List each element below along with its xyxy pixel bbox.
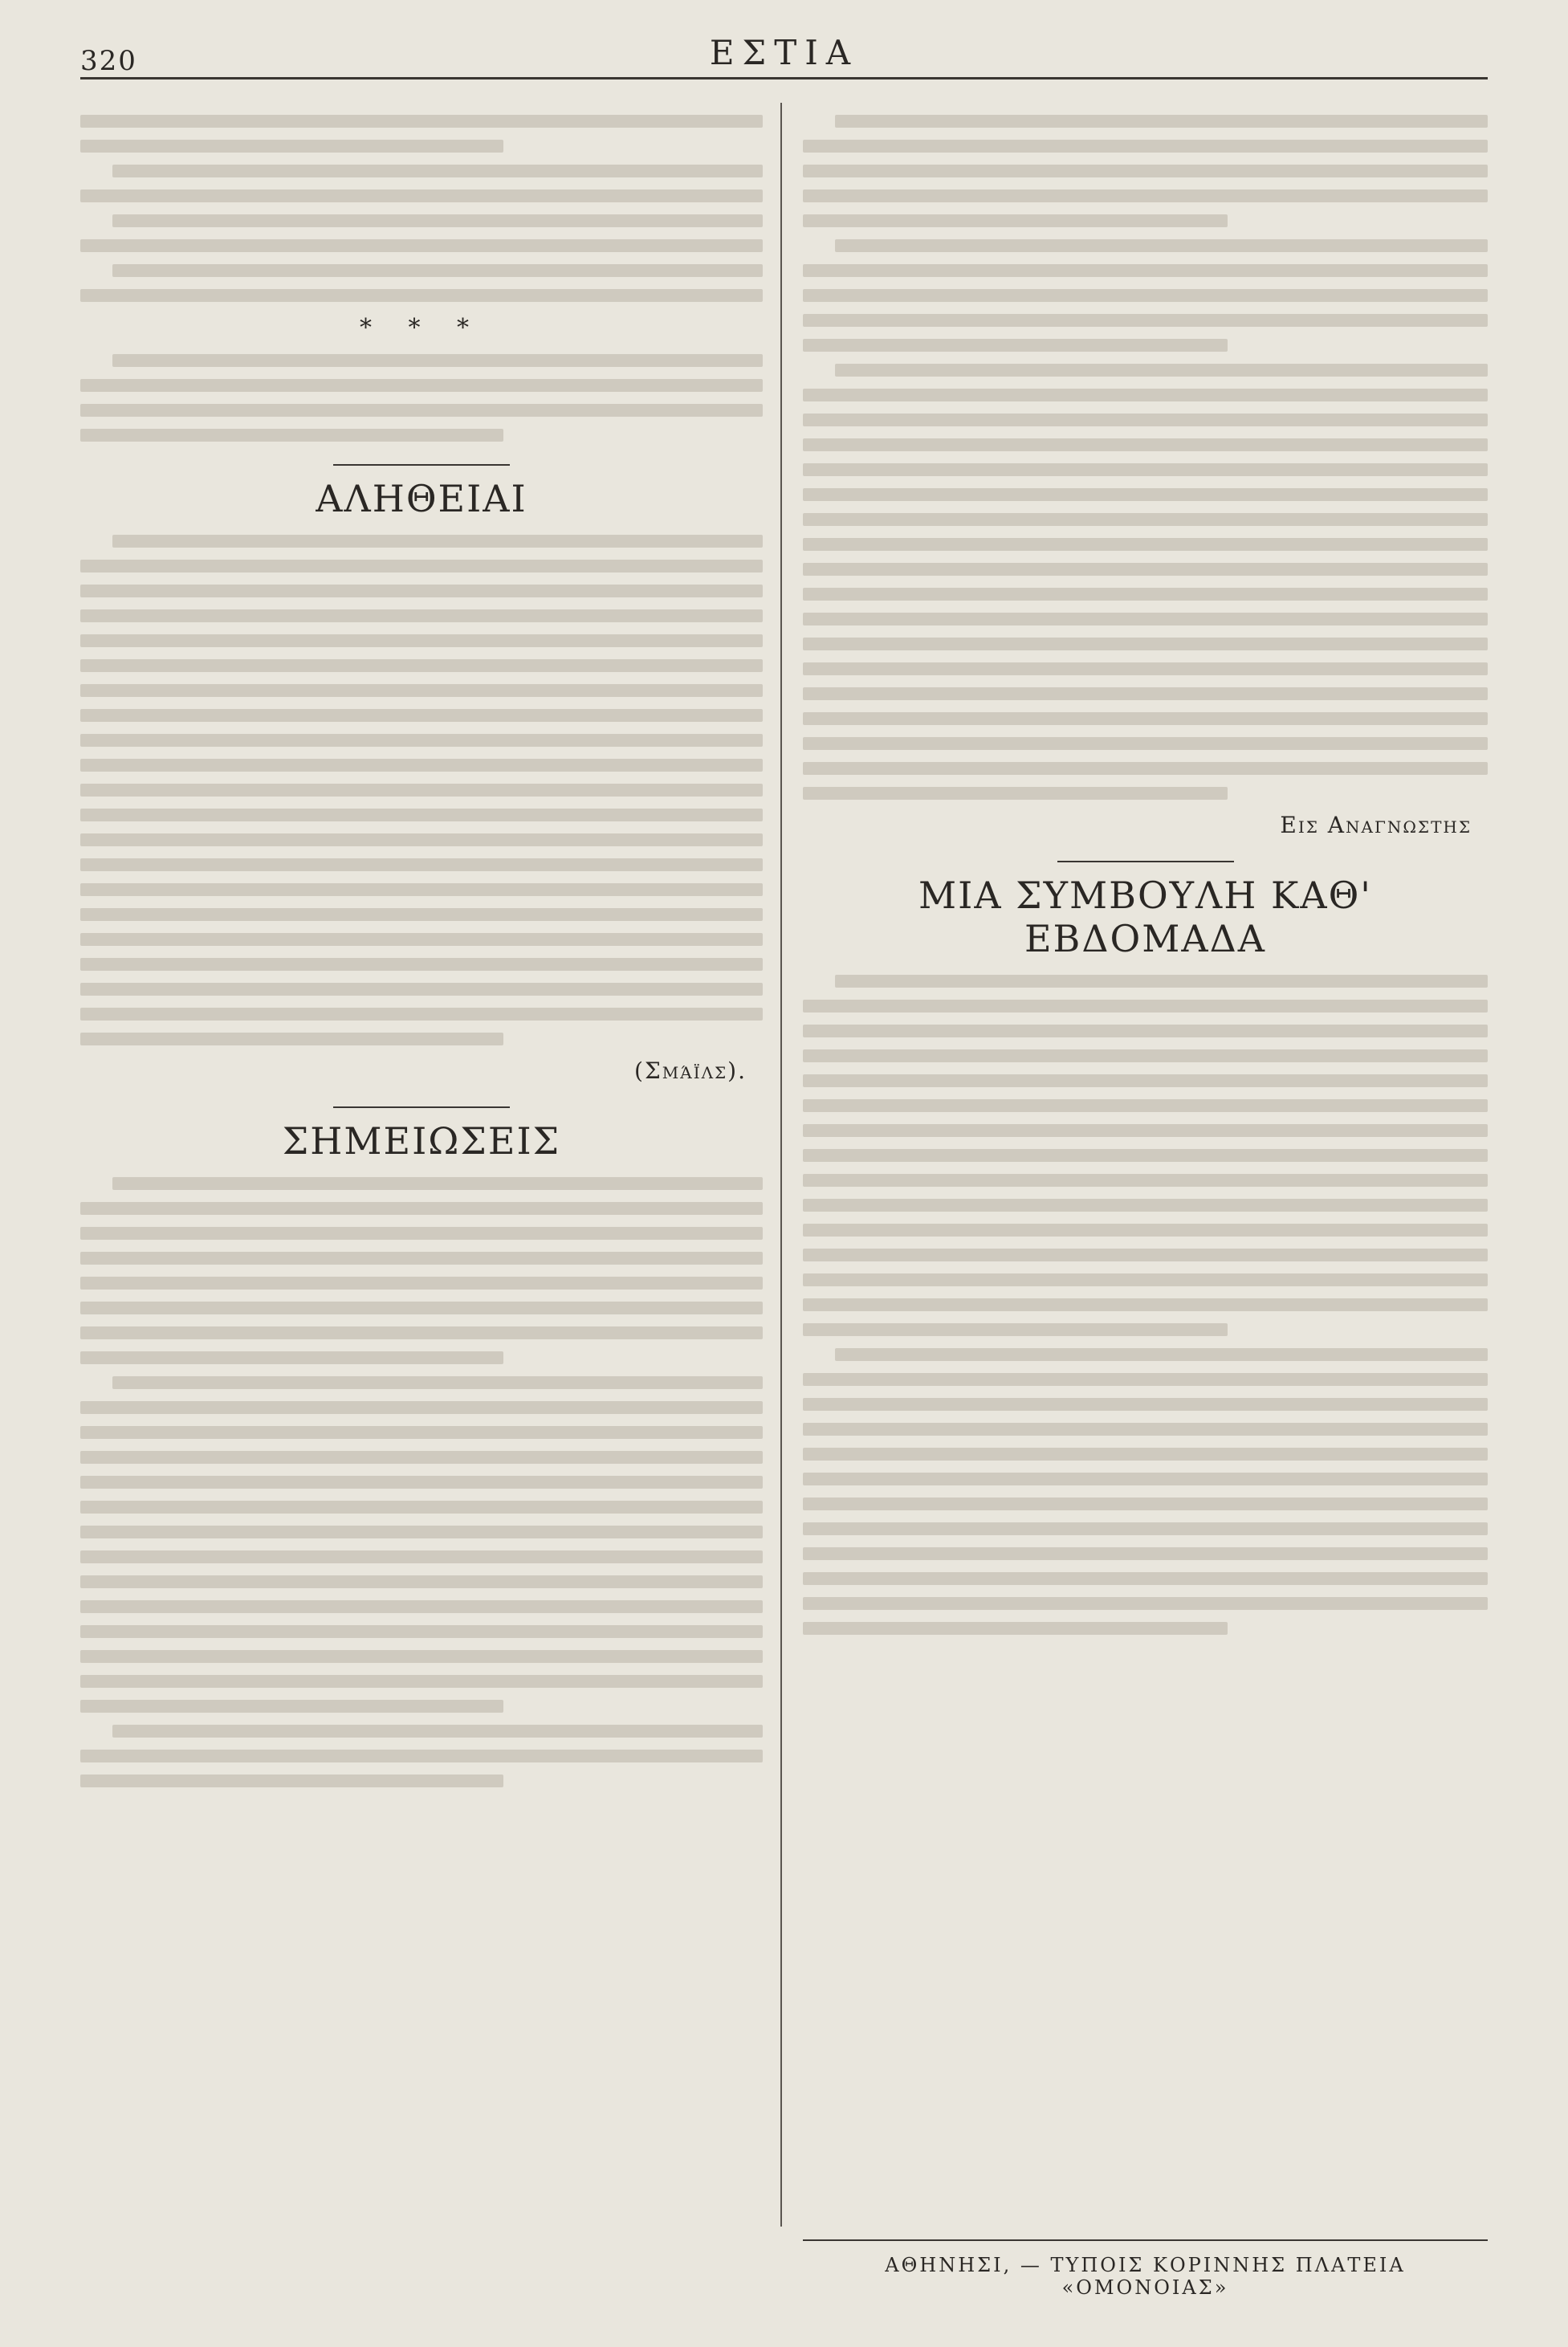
- journal-title: ΕΣΤΙΑ: [709, 33, 859, 72]
- column-divider: [780, 103, 782, 2227]
- printer-imprint: ΑΘΗΝΗΣΙ, — ΤΥΠΟΙΣ ΚΟΡΙΝΝΗΣ ΠΛΑΤΕΙΑ «ΟΜΟΝΟΙΑΣ»: [803, 2239, 1488, 2299]
- readers-signature: Εις Αναγνωστης: [1280, 812, 1472, 838]
- section-title-truths: ΑΛΗΘΕΙΑΙ: [80, 464, 763, 520]
- left-column: [80, 103, 763, 2227]
- page-header: [80, 29, 1488, 79]
- text-block-truths: [80, 535, 763, 1045]
- text-block-population: [803, 364, 1488, 800]
- asterism: * * *: [359, 314, 484, 342]
- truths-attribution: (Σμάϊλς).: [634, 1057, 747, 1084]
- section-title-weekly-advice: ΜΙΑ ΣΥΜΒΟΥΛΗ ΚΑΘ' ΕΒΔΟΜΑΔΑ: [803, 861, 1488, 960]
- page-number: 320: [80, 45, 137, 77]
- text-block-weekly-advice: [803, 975, 1488, 1635]
- text-block-women: [80, 354, 763, 442]
- section-title-notes: ΣΗΜΕΙΩΣΕΙΣ: [80, 1106, 763, 1163]
- right-column: [803, 103, 1488, 2227]
- text-block-notes: [80, 1177, 763, 1787]
- text-block-opening: [80, 115, 763, 302]
- text-block-paper-houses: [803, 115, 1488, 352]
